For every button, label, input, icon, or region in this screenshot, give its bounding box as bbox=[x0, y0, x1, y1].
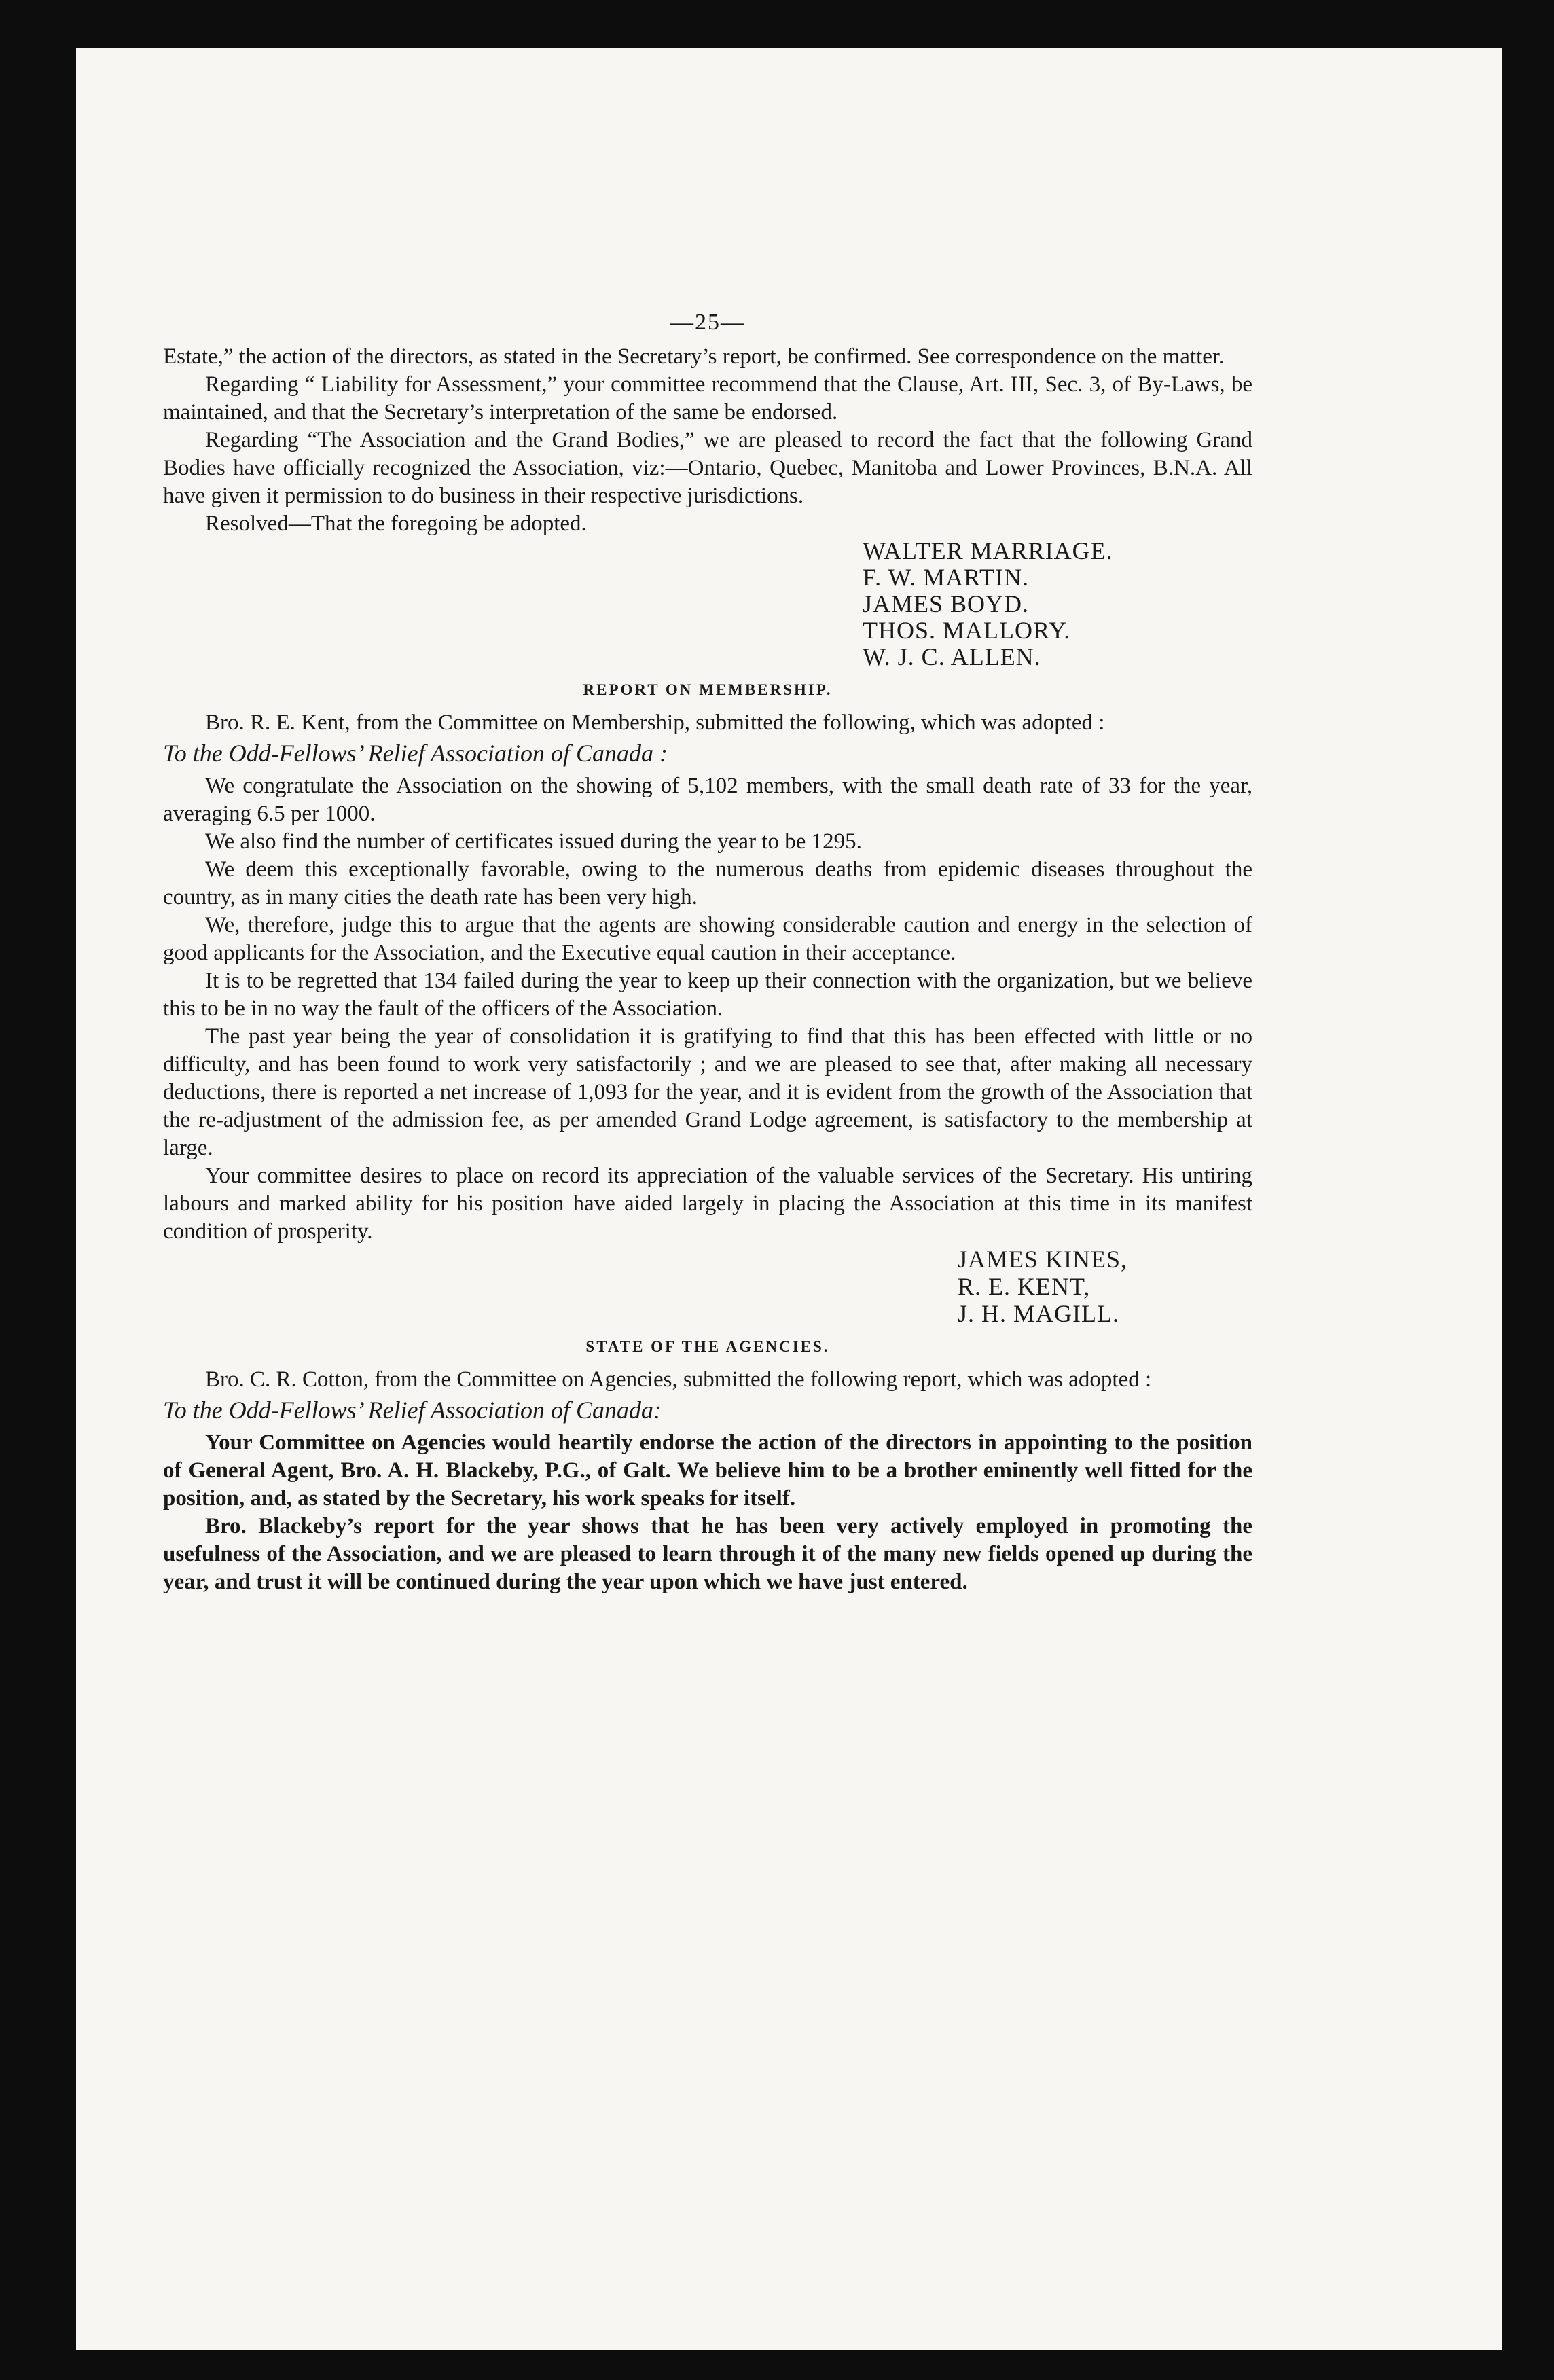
agencies-paragraph: Your Committee on Agencies would heartily endorse the action of the directors in appointing to the position of General Agent, Bro. A. H. Blackeby, P.G., of Galt. We believe him to be a brother eminently well fitted for the position, and, as stated by the Secretary, his work speaks for itself. bbox=[163, 1430, 1252, 1511]
membership-address: To the Odd-Fellows’ Relief Association of Canada : bbox=[163, 740, 668, 767]
signature-block-membership bbox=[163, 1246, 1252, 1327]
membership-paragraph: We, therefore, judge this to argue that the agents are showing considerable caution and energy in the selection of good applicants for the Association, and the Executive equal caution in their acceptance. bbox=[163, 913, 1252, 965]
signatory: JAMES BOYD. bbox=[863, 590, 1030, 617]
membership-paragraph: We also find the number of certificates issued during the year to be 1295. bbox=[205, 829, 862, 854]
signature-block-committee bbox=[163, 538, 1252, 670]
paragraph-liability: Regarding “ Liability for Assessment,” your committee recommend that the Clause, Art. III, Sec. 3, of By-Laws, be maintained, and that the Secretary’s interpretation of the same be endorsed. bbox=[163, 372, 1252, 425]
signatory: THOS. MALLORY. bbox=[863, 617, 1071, 644]
signatory: J. H. MAGILL. bbox=[958, 1300, 1119, 1327]
page-number: —25— bbox=[670, 310, 745, 335]
membership-heading: REPORT ON MEMBERSHIP. bbox=[583, 681, 833, 698]
membership-paragraph: We deem this exceptionally favorable, owing to the numerous deaths from epidemic diseases throughout the country, as in many cities the death rate has been very high. bbox=[163, 857, 1252, 909]
signatory: JAMES KINES, bbox=[958, 1246, 1128, 1273]
membership-paragraph: We congratulate the Association on the showing of 5,102 members, with the small death rate of 33 for the year, averaging 6.5 per 1000. bbox=[163, 774, 1252, 826]
membership-paragraph: The past year being the year of consolidation it is gratifying to find that this has been effected with little or no difficulty, and has been found to work very satisfactorily ; and we are pleased to see that, after making all necessary deductions, there is reported a net increase of 1,093 for the year, and it is evident from the growth of the Association that the re-adjustment of the admission fee, as per amended Grand Lodge agreement, is satisfactory to the membership at large. bbox=[163, 1024, 1252, 1160]
signatory: W. J. C. ALLEN. bbox=[863, 643, 1041, 670]
paragraph-estate: Estate,” the action of the directors, as stated in the Secretary’s report, be confirmed. See correspondence on the matter. bbox=[163, 344, 1225, 369]
paragraph-grand-bodies: Regarding “The Association and the Grand Bodies,” we are pleased to record the fact that the following Grand Bodies have officially recognized the Association, viz:—Ontario, Quebec, Manitoba and Lower Provinces, B.N.A. All have given it permission to do business in their respective jurisdictions. bbox=[163, 428, 1252, 508]
signatory: R. E. KENT, bbox=[958, 1273, 1091, 1300]
agencies-paragraph: Bro. Blackeby’s report for the year shows that he has been very actively employed in promoting the usefulness of the Association, and we are pleased to learn through it of the many new fields opened up during the year, and trust it will be continued during the year upon which we have just entered. bbox=[163, 1514, 1252, 1594]
page-content bbox=[163, 308, 1252, 1596]
agencies-intro: Bro. C. R. Cotton, from the Committee on Agencies, submitted the following report, which was adopted : bbox=[205, 1367, 1152, 1392]
membership-intro: Bro. R. E. Kent, from the Committee on Membership, submitted the following, which was adopted : bbox=[205, 710, 1105, 735]
agencies-address: To the Odd-Fellows’ Relief Association of Canada: bbox=[163, 1396, 662, 1424]
agencies-heading: STATE OF THE AGENCIES. bbox=[585, 1338, 830, 1355]
membership-paragraph: Your committee desires to place on record its appreciation of the valuable services of the Secretary. His untiring labours and marked ability for his position have aided largely in placing the Association at this time in its manifest condition of prosperity. bbox=[163, 1164, 1252, 1244]
paragraph-resolved: Resolved—That the foregoing be adopted. bbox=[205, 511, 587, 536]
signatory: F. W. MARTIN. bbox=[863, 564, 1029, 591]
membership-paragraph: It is to be regretted that 134 failed during the year to keep up their connection with the organization, but we believe this to be in no way the fault of the officers of the Association. bbox=[163, 969, 1252, 1021]
signatory: WALTER MARRIAGE. bbox=[863, 537, 1113, 564]
